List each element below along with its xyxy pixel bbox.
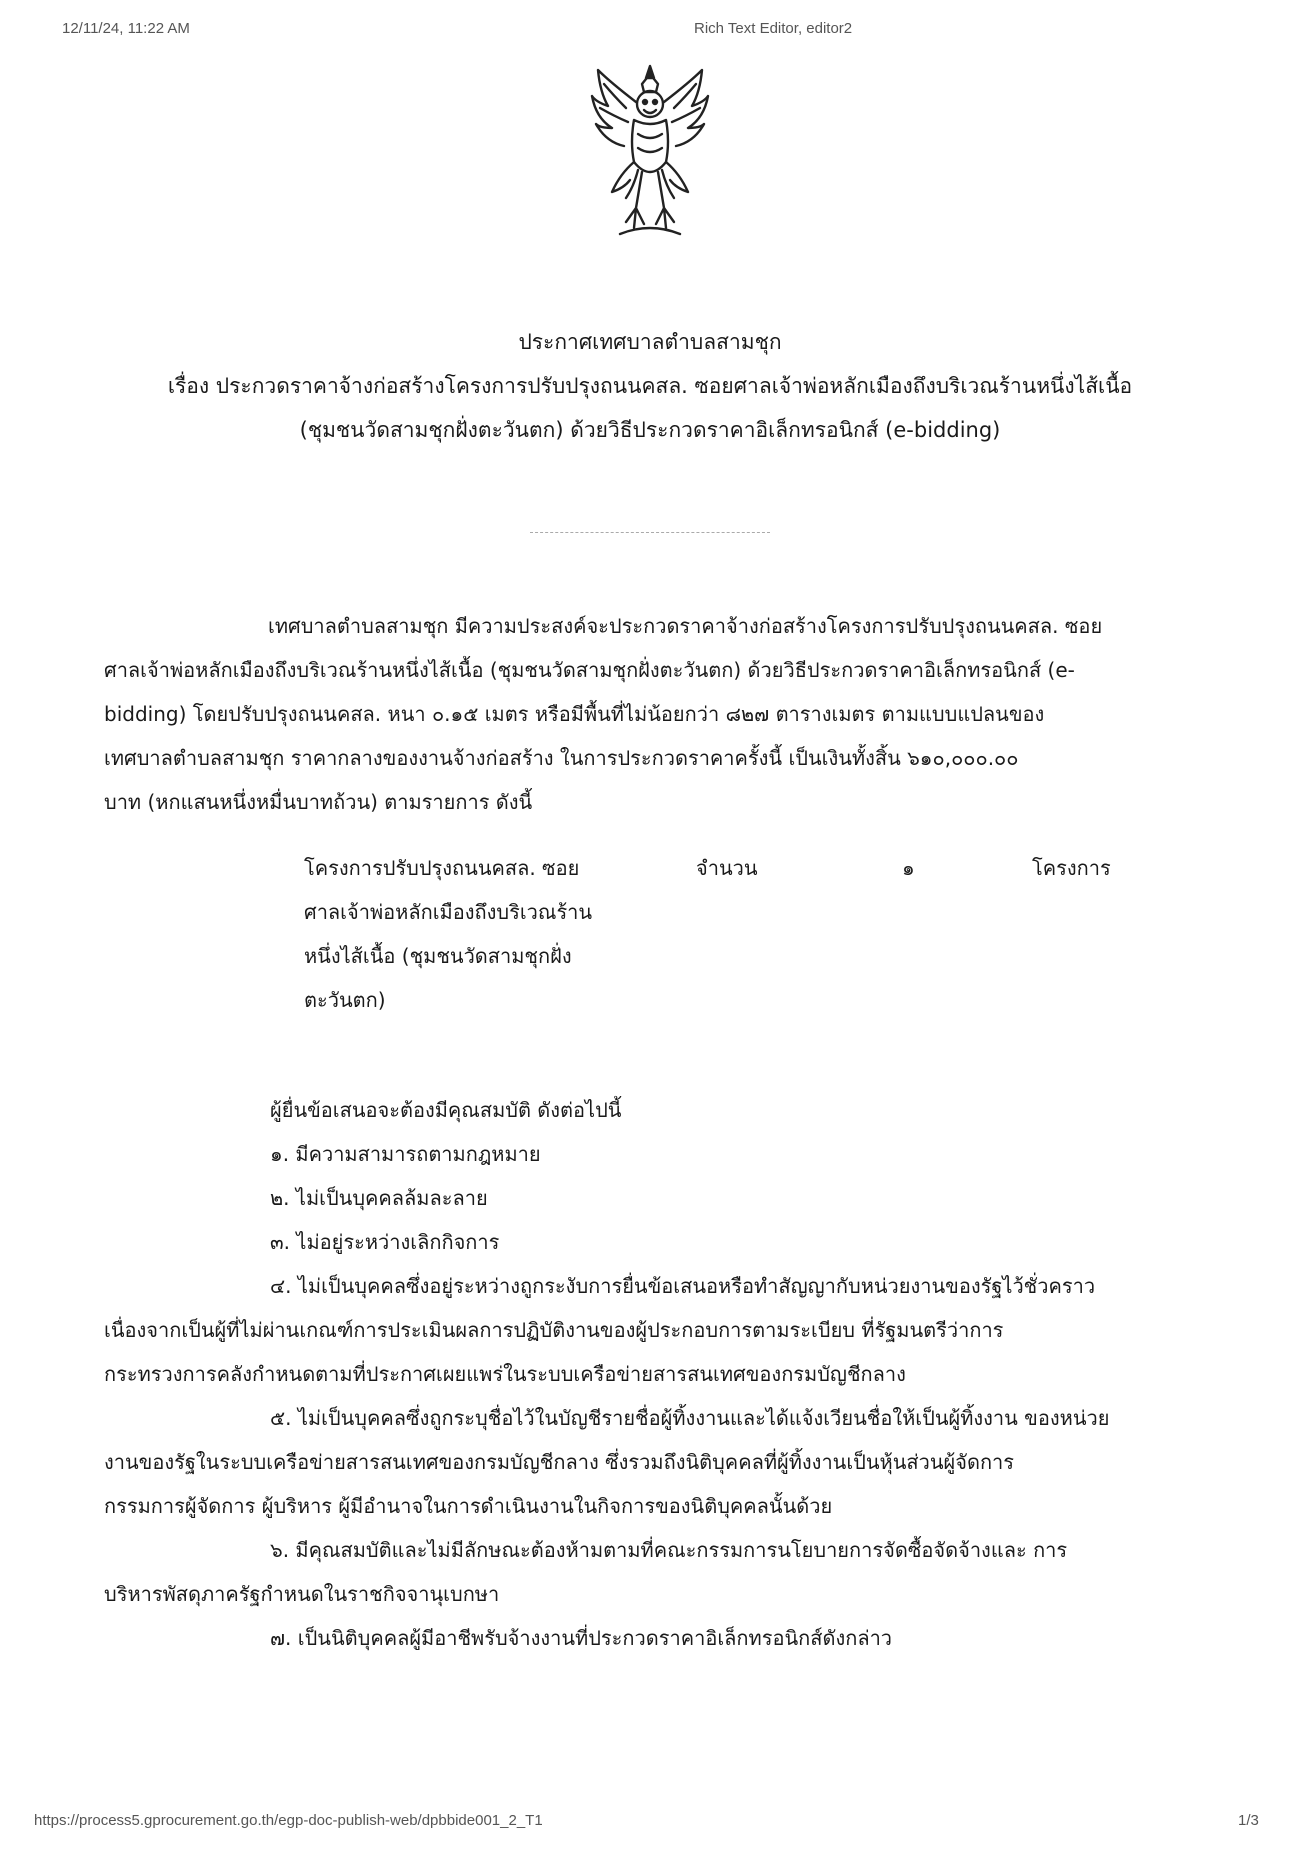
- intro-line: bidding) โดยปรับปรุงถนนคสล. หนา ๐.๑๕ เมตร หรือมีพื้นที่ไม่น้อยกว่า ๘๒๗ ตารางเมตร ตามแบบแปลนของ: [104, 702, 1045, 726]
- qualification-line: ๓. ไม่อยู่ระหว่างเลิกกิจการ: [270, 1230, 500, 1254]
- heading-line-2: เรื่อง ประกวดราคาจ้างก่อสร้างโครงการปรับปรุงถนนคสล. ซอยศาลเจ้าพ่อหลักเมืองถึงบริเวณร้านหนึ่งไส้เนื้อ: [167, 374, 1133, 398]
- qualification-line: บริหารพัสดุภาครัฐกำหนดในราชกิจจานุเบกษา: [104, 1582, 500, 1606]
- announcement-heading: [100, 320, 1200, 452]
- print-url[interactable]: https://process5.gprocurement.go.th/egp-doc-publish-web/dpbbide001_2_T1: [34, 1812, 543, 1829]
- qualification-item: [104, 1528, 1199, 1616]
- intro-line: ศาลเจ้าพ่อหลักเมืองถึงบริเวณร้านหนึ่งไส้เนื้อ (ชุมชนวัดสามชุกฝั่งตะวันตก) ด้วยวิธีประกวดราคาอิเล็กทรอนิกส์ (e-: [104, 658, 1075, 682]
- qualification-line: กระทรวงการคลังกำหนดตามที่ประกาศเผยแพร่ในระบบเครือข่ายสารสนเทศของกรมบัญชีกลาง: [104, 1362, 906, 1386]
- garuda-emblem-icon: [590, 62, 710, 240]
- qualification-line: ๖. มีคุณสมบัติและไม่มีลักษณะต้องห้ามตามที่คณะกรรมการนโยบายการจัดซื้อจัดจ้างและ การ: [270, 1538, 1068, 1562]
- qualification-line: ๒. ไม่เป็นบุคคลล้มละลาย: [270, 1186, 488, 1210]
- qualifications-heading: ผู้ยื่นข้อเสนอจะต้องมีคุณสมบัติ ดังต่อไปนี้: [270, 1098, 622, 1122]
- item-unit: โครงการ: [1032, 856, 1111, 880]
- intro-line: บาท (หกแสนหนึ่งหมื่นบาทถ้วน) ตามรายการ ดังนี้: [104, 790, 533, 814]
- qualification-item: [104, 1220, 1199, 1264]
- intro-line: เทศบาลตำบลสามชุก มีความประสงค์จะประกวดราคาจ้างก่อสร้างโครงการปรับปรุงถนนคสล. ซอย: [268, 614, 1103, 638]
- qualification-line: งานของรัฐในระบบเครือข่ายสารสนเทศของกรมบัญชีกลาง ซึ่งรวมถึงนิติบุคคลที่ผู้ทิ้งงานเป็นหุ้นส่วนผู้จัดการ: [104, 1450, 1015, 1474]
- qualification-line: ๔. ไม่เป็นบุคคลซึ่งอยู่ระหว่างถูกระงับการยื่นข้อเสนอหรือทำสัญญากับหน่วยงานของรัฐไว้ชั่วคราว: [270, 1274, 1096, 1298]
- qualification-line: เนื่องจากเป็นผู้ที่ไม่ผ่านเกณฑ์การประเมินผลการปฏิบัติงานของผู้ประกอบการตามระเบียบ ที่รัฐมนตรีว่าการ: [104, 1318, 1004, 1342]
- print-footer: [0, 1812, 1300, 1834]
- qualification-item: [104, 1132, 1199, 1176]
- item-qty: ๑: [902, 856, 915, 880]
- qualification-item: [104, 1264, 1199, 1396]
- qualification-item: [104, 1616, 1199, 1660]
- item-name-line: หนึ่งไส้เนื้อ (ชุมชนวัดสามชุกฝั่ง: [304, 944, 572, 968]
- item-name-line: ตะวันตก): [304, 988, 386, 1012]
- intro-line: เทศบาลตำบลสามชุก ราคากลางของงานจ้างก่อสร้าง ในการประกวดราคาครั้งนี้ เป็นเงินทั้งสิ้น ๖๑๐,๐๐๐.๐๐: [104, 746, 1019, 770]
- qualification-line: กรรมการผู้จัดการ ผู้บริหาร ผู้มีอำนาจในการดำเนินงานในกิจการของนิติบุคคลนั้นด้วย: [104, 1494, 833, 1518]
- print-header: [0, 20, 1300, 42]
- item-name: [304, 846, 634, 1022]
- item-name-line: ศาลเจ้าพ่อหลักเมืองถึงบริเวณร้าน: [304, 900, 593, 924]
- print-datetime: 12/11/24, 11:22 AM: [62, 20, 190, 37]
- intro-paragraph: [104, 604, 1199, 824]
- separator-line: [530, 532, 770, 533]
- print-title: Rich Text Editor, editor2: [694, 20, 853, 37]
- qualification-line: ๕. ไม่เป็นบุคคลซึ่งถูกระบุชื่อไว้ในบัญชีรายชื่อผู้ทิ้งงานและได้แจ้งเวียนชื่อให้เป็นผู้ทิ้งงาน ของหน่วย: [270, 1406, 1110, 1430]
- item-name-line: โครงการปรับปรุงถนนคสล. ซอย: [304, 856, 580, 880]
- heading-line-1: ประกาศเทศบาลตำบลสามชุก: [518, 330, 782, 354]
- qualification-item: [104, 1396, 1199, 1528]
- heading-line-3: (ชุมชนวัดสามชุกฝั่งตะวันตก) ด้วยวิธีประกวดราคาอิเล็กทรอนิกส์ (e-bidding): [299, 418, 1001, 442]
- qualification-line: ๗. เป็นนิติบุคคลผู้มีอาชีพรับจ้างงานที่ประกวดราคาอิเล็กทรอนิกส์ดังกล่าว: [270, 1626, 893, 1650]
- qualification-line: ๑. มีความสามารถตามกฎหมาย: [270, 1142, 541, 1166]
- qualification-item: [104, 1176, 1199, 1220]
- item-qty-label: จำนวน: [696, 856, 758, 880]
- page-number: 1/3: [1238, 1812, 1259, 1829]
